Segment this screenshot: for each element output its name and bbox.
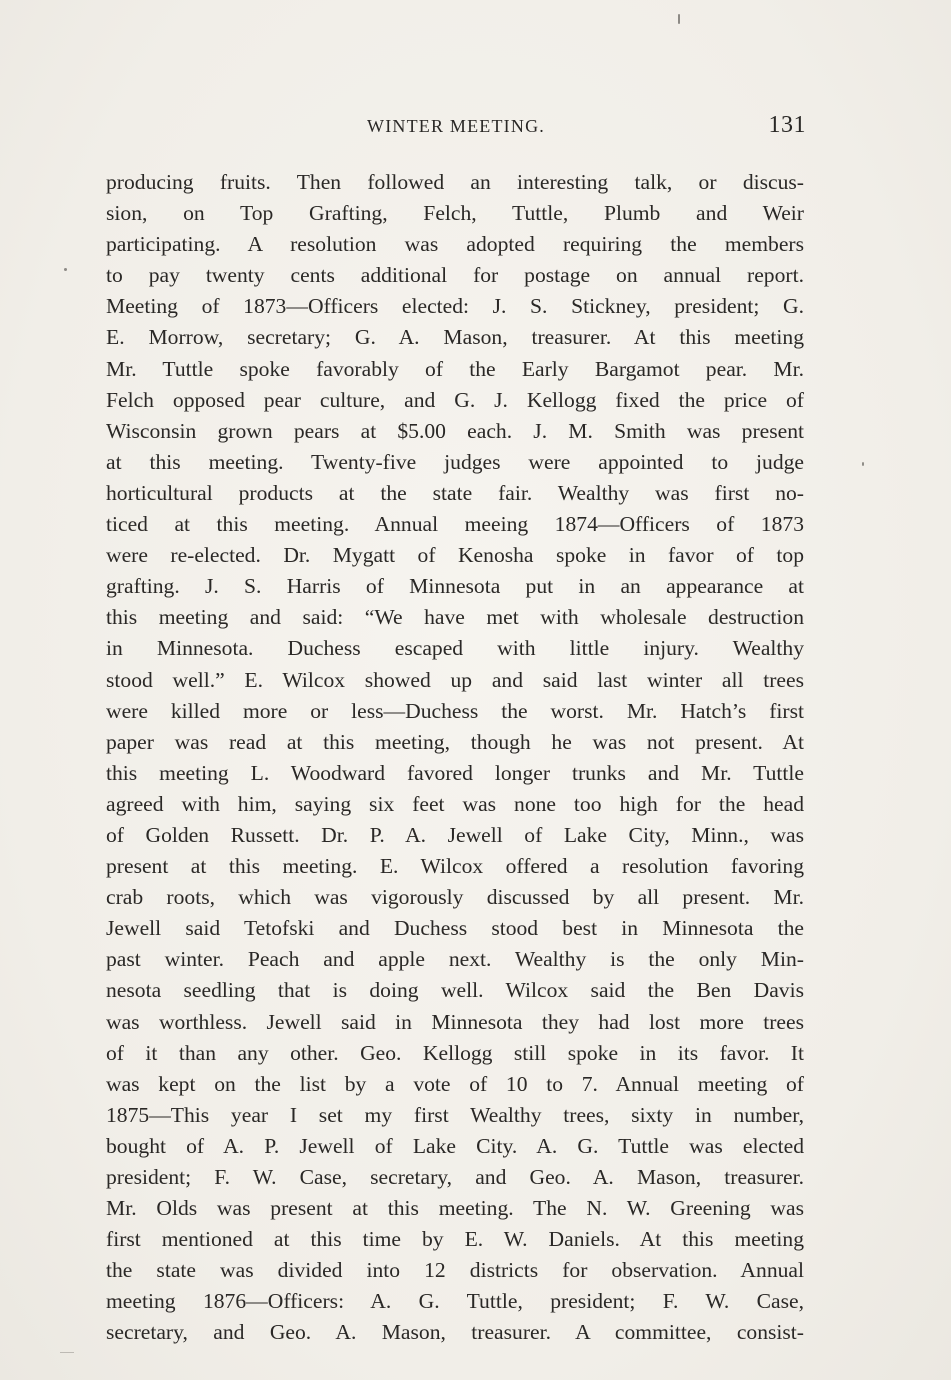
text-line: was kept on the list by a vote of 10 to 7. Annual meeting of xyxy=(106,1071,804,1096)
text-line: Mr. Tuttle spoke favorably of the Early Bargamot pear. Mr. xyxy=(106,356,804,381)
text-line: the state was divided into 12 districts for observation. Annual xyxy=(106,1258,804,1283)
text-line: stood well.” E. Wilcox showed up and said last winter all trees xyxy=(106,667,804,692)
paper-speck xyxy=(60,1352,74,1353)
text-line: were re-elected. Dr. Mygatt of Kenosha spoke in favor of top xyxy=(106,543,804,568)
text-line: ticed at this meeting. Annual meeing 1874—Officers of 1873 xyxy=(106,512,804,537)
text-line: participating. A resolution was adopted requiring the members xyxy=(106,232,804,257)
text-line: was worthless. Jewell said in Minnesota they had lost more trees xyxy=(106,1009,804,1034)
text-line: Felch opposed pear culture, and G. J. Kellogg fixed the price of xyxy=(106,387,804,412)
paper-speck xyxy=(678,14,680,24)
paper-speck xyxy=(862,462,864,466)
text-line: present at this meeting. E. Wilcox offered a resolution favoring xyxy=(106,854,804,879)
text-line: sion, on Top Grafting, Felch, Tuttle, Plumb and Weir xyxy=(106,201,804,226)
text-line: secretary, and Geo. A. Mason, treasurer. A committee, consist- xyxy=(106,1320,804,1345)
body-text xyxy=(106,167,804,1349)
text-line: Mr. Olds was present at this meeting. The N. W. Greening was xyxy=(106,1196,804,1221)
text-line: were killed more or less—Duchess the worst. Mr. Hatch’s first xyxy=(106,698,804,723)
text-line: Jewell said Tetofski and Duchess stood best in Minnesota the xyxy=(106,916,804,941)
text-line: of it than any other. Geo. Kellogg still spoke in its favor. It xyxy=(106,1040,804,1065)
text-line: to pay twenty cents additional for postage on annual report. xyxy=(106,263,804,288)
text-line: this meeting L. Woodward favored longer trunks and Mr. Tuttle xyxy=(106,760,804,785)
text-line: 1875—This year I set my first Wealthy trees, sixty in number, xyxy=(106,1102,804,1127)
text-line: at this meeting. Twenty-five judges were appointed to judge xyxy=(106,449,804,474)
text-line: E. Morrow, secretary; G. A. Mason, treasurer. At this meeting xyxy=(106,325,804,350)
page-number: 131 xyxy=(768,112,806,138)
text-line: first mentioned at this time by E. W. Daniels. At this meeting xyxy=(106,1227,804,1252)
text-line: bought of A. P. Jewell of Lake City. A. G. Tuttle was elected xyxy=(106,1133,804,1158)
running-head: WINTER MEETING. xyxy=(367,116,545,136)
text-line: grafting. J. S. Harris of Minnesota put in an appearance at xyxy=(106,574,804,599)
text-line: past winter. Peach and apple next. Wealthy is the only Min- xyxy=(106,947,804,972)
page-header xyxy=(106,112,806,144)
text-line: agreed with him, saying six feet was none too high for the head xyxy=(106,791,804,816)
text-line: of Golden Russett. Dr. P. A. Jewell of Lake City, Minn., was xyxy=(106,822,804,847)
text-line: producing fruits. Then followed an interesting talk, or discus- xyxy=(106,170,804,194)
text-line: Meeting of 1873—Officers elected: J. S. Stickney, president; G. xyxy=(106,294,804,319)
text-line: in Minnesota. Duchess escaped with little injury. Wealthy xyxy=(106,636,804,661)
text-line: horticultural products at the state fair. Wealthy was first no- xyxy=(106,480,804,505)
text-line: crab roots, which was vigorously discussed by all present. Mr. xyxy=(106,885,804,910)
text-line: nesota seedling that is doing well. Wilcox said the Ben Davis xyxy=(106,978,804,1003)
text-line: Wisconsin grown pears at $5.00 each. J. M. Smith was present xyxy=(106,418,804,443)
text-line: this meeting and said: “We have met with wholesale destruction xyxy=(106,605,804,630)
text-line: meeting 1876—Officers: A. G. Tuttle, president; F. W. Case, xyxy=(106,1289,804,1314)
text-line: president; F. W. Case, secretary, and Geo. A. Mason, treasurer. xyxy=(106,1165,804,1189)
text-line: paper was read at this meeting, though he was not present. At xyxy=(106,729,804,754)
paper-speck xyxy=(64,268,67,271)
